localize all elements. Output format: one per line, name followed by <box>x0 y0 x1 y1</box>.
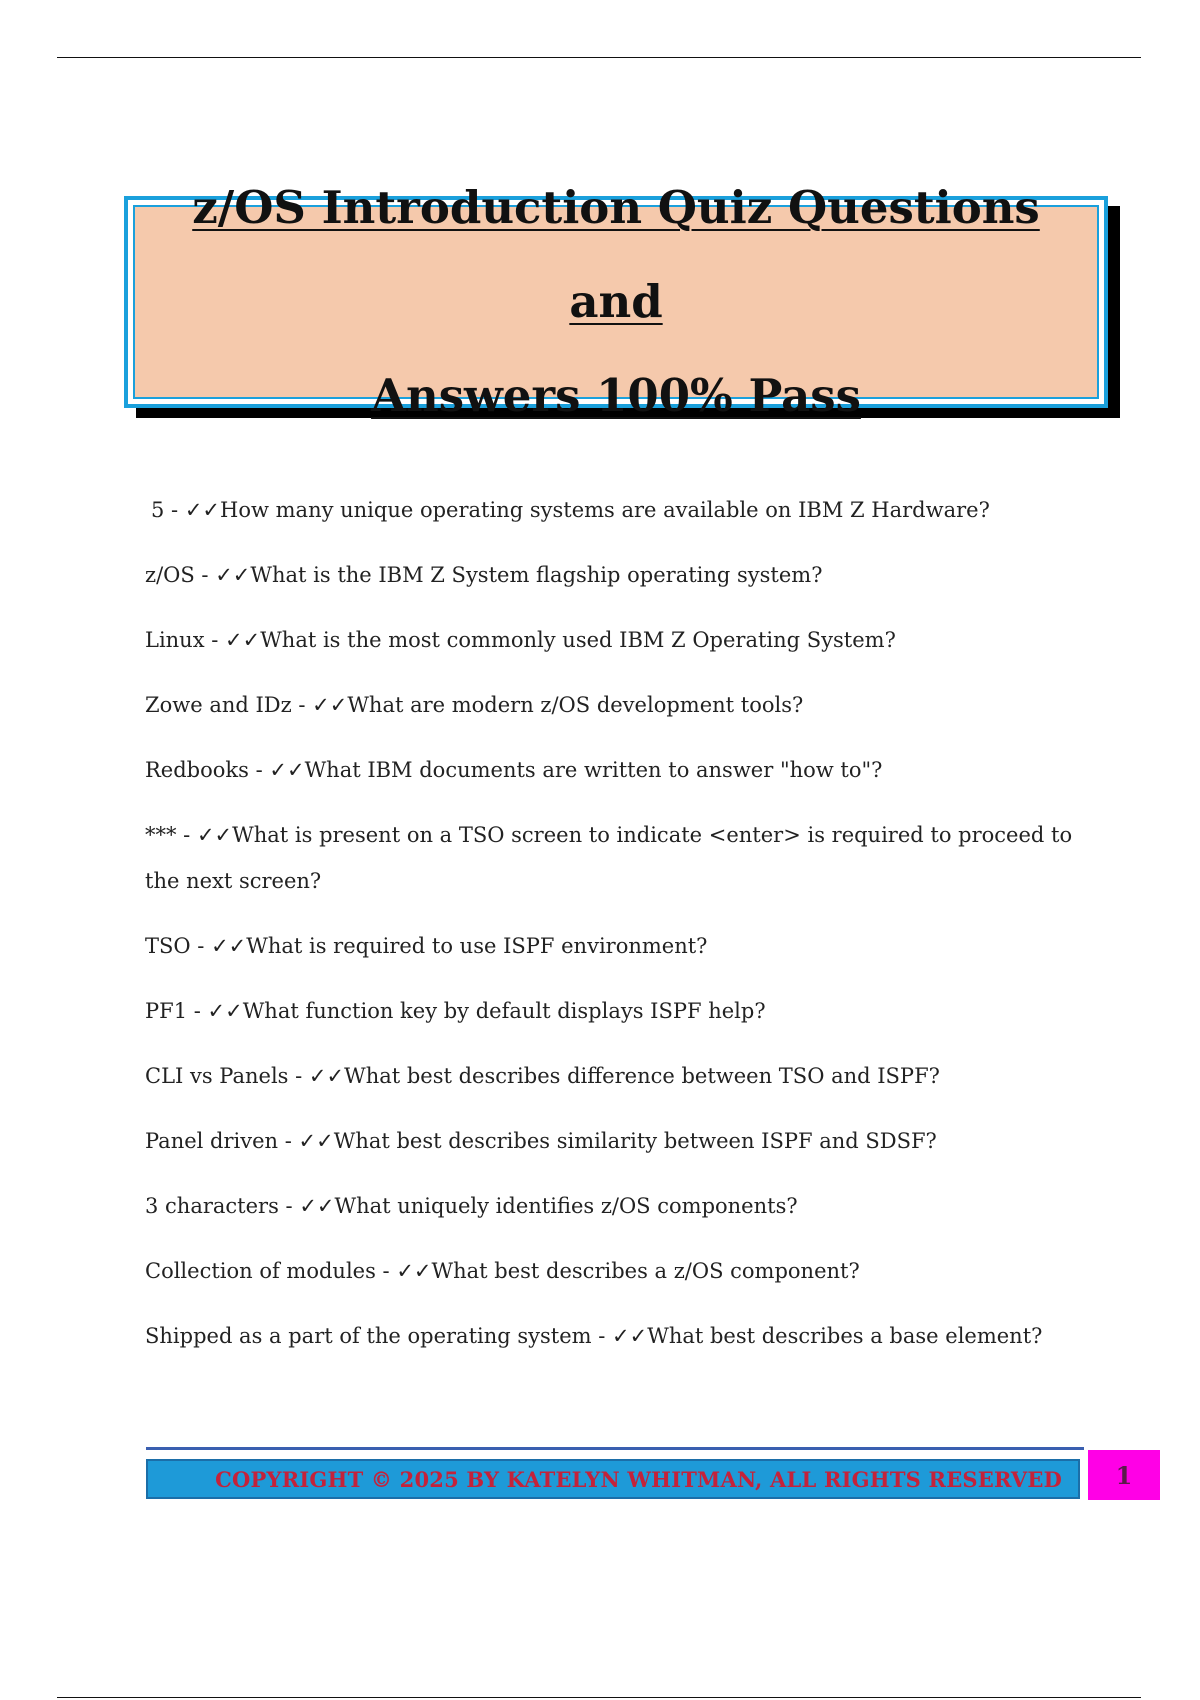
question-text: What is present on a TSO screen to indicate <enter> is required to proceed to the next screen? <box>145 823 1073 893</box>
double-check-icon: ✓✓ <box>612 1324 648 1348</box>
double-check-icon: ✓✓ <box>215 563 251 587</box>
question-text: What is the most commonly used IBM Z Operating System? <box>260 628 896 652</box>
question-text: What best describes difference between TSO and ISPF? <box>344 1064 940 1088</box>
page-number: 1 <box>1115 1460 1133 1490</box>
separator: - <box>248 758 270 782</box>
question-text: What is the IBM Z System flagship operating system? <box>250 563 823 587</box>
double-check-icon: ✓✓ <box>207 999 243 1023</box>
double-check-icon: ✓✓ <box>396 1259 432 1283</box>
footer-rule <box>146 1447 1084 1450</box>
qa-item <box>145 988 1085 1034</box>
double-check-icon: ✓✓ <box>298 1129 334 1153</box>
qa-item <box>145 923 1085 969</box>
separator: - <box>176 823 197 847</box>
question-text: What best describes a z/OS component? <box>431 1259 860 1283</box>
question-text: What function key by default displays ISPF help? <box>242 999 766 1023</box>
qa-item <box>145 682 1085 728</box>
question-text: What is required to use ISPF environment? <box>246 934 708 958</box>
answer-text: *** <box>145 823 177 847</box>
qa-item <box>145 747 1085 793</box>
question-text: How many unique operating systems are available on IBM Z Hardware? <box>220 498 990 522</box>
separator: - <box>187 999 208 1023</box>
question-text: What best describes a base element? <box>647 1324 1043 1348</box>
answer-text: 3 characters <box>145 1194 279 1218</box>
separator: - <box>278 1194 300 1218</box>
qa-item <box>145 487 1085 533</box>
title-banner <box>124 181 1108 422</box>
separator: - <box>278 1129 299 1153</box>
qa-item <box>145 617 1085 663</box>
question-text: What best describes similarity between ISPF and SDSF? <box>333 1129 937 1153</box>
separator: - <box>194 563 216 587</box>
question-text: What uniquely identifies z/OS components? <box>334 1194 798 1218</box>
separator: - <box>190 934 212 958</box>
answer-text: PF1 <box>145 999 188 1023</box>
page-number-badge <box>1088 1450 1160 1500</box>
separator: - <box>204 628 226 652</box>
top-rule <box>57 57 1141 58</box>
answer-text: Redbooks <box>145 758 249 782</box>
footer-bar <box>146 1459 1080 1499</box>
double-check-icon: ✓✓ <box>269 758 305 782</box>
separator: - <box>291 693 313 717</box>
double-check-icon: ✓✓ <box>211 934 247 958</box>
question-text: What are modern z/OS development tools? <box>347 693 804 717</box>
separator: - <box>164 498 185 522</box>
title-line-1: z/OS Introduction Quiz Questions and <box>192 181 1040 328</box>
document-title <box>146 161 1086 443</box>
answer-text: TSO <box>145 934 191 958</box>
answer-text: Zowe and IDz <box>145 693 292 717</box>
double-check-icon: ✓✓ <box>308 1064 345 1088</box>
answer-text: Shipped as a part of the operating system <box>145 1324 592 1348</box>
qa-item <box>145 552 1085 598</box>
separator: - <box>375 1259 397 1283</box>
double-check-icon: ✓✓ <box>299 1194 335 1218</box>
double-check-icon: ✓✓ <box>312 693 348 717</box>
question-text: What IBM documents are written to answer "how to"? <box>304 758 883 782</box>
double-check-icon: ✓✓ <box>184 498 221 522</box>
answer-text: Linux <box>145 628 205 652</box>
answer-text: Panel driven <box>145 1129 279 1153</box>
double-check-icon: ✓✓ <box>196 823 233 847</box>
double-check-icon: ✓✓ <box>225 628 261 652</box>
title-panel <box>133 181 1099 422</box>
answer-text: Collection of modules <box>145 1259 376 1283</box>
answer-text: CLI vs Panels <box>145 1064 289 1088</box>
qa-item <box>145 1248 1085 1294</box>
qa-item <box>145 1183 1085 1229</box>
answer-text: 5 <box>151 498 165 522</box>
qa-item <box>145 1053 1085 1099</box>
separator: - <box>288 1064 309 1088</box>
qa-item <box>145 1313 1085 1359</box>
answer-text: z/OS <box>145 563 195 587</box>
qa-list <box>145 487 1085 1378</box>
title-frame <box>124 181 1108 422</box>
qa-item <box>145 812 1085 904</box>
copyright-text: COPYRIGHT © 2025 BY KATELYN WHITMAN, ALL RIGHTS RESERVED <box>215 1466 1062 1492</box>
bottom-rule <box>57 1697 1141 1698</box>
qa-item <box>145 1118 1085 1164</box>
separator: - <box>591 1324 613 1348</box>
title-line-2: Answers 100% Pass <box>371 369 861 422</box>
